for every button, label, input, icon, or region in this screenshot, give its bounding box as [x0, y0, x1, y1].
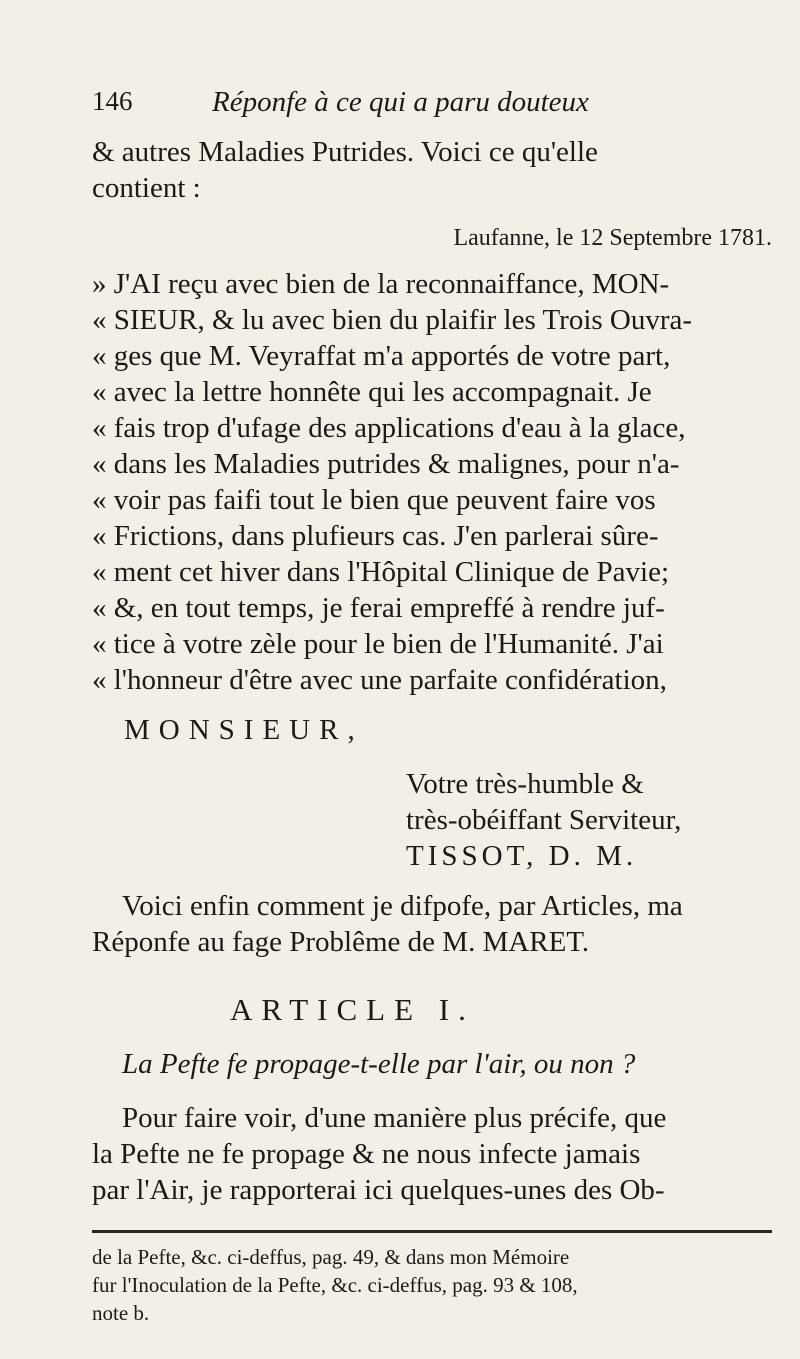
letter-line: » J'AI reçu avec bien de la reconnaiffance, MON-: [92, 268, 670, 300]
footnote-line: de la Pefte, &c. ci-deffus, pag. 49, & dans mon Mémoire: [92, 1245, 570, 1269]
body-line: Réponfe au fage Problême de M. MARET.: [92, 926, 590, 958]
letter-line: « &, en tout temps, je ferai empreffé à rendre juf-: [92, 592, 665, 624]
letter-line: « dans les Maladies putrides & malignes, pour n'a-: [92, 448, 680, 480]
letter-line: « l'honneur d'être avec une parfaite confidération,: [92, 664, 667, 696]
footnote-line: note b.: [92, 1301, 150, 1325]
letter-closing: très-obéiffant Serviteur,: [406, 804, 682, 836]
page-number: 146: [92, 86, 133, 116]
letter-dateline: Laufanne, le 12 Septembre 1781.: [453, 225, 772, 251]
page-header: [92, 86, 772, 130]
letter-line: « ment cet hiver dans l'Hôpital Clinique de Pavie;: [92, 556, 670, 588]
letter-line: « tice à votre zèle pour le bien de l'Humanité. J'ai: [92, 628, 664, 660]
letter-line: « fais trop d'ufage des applications d'eau à la glace,: [92, 412, 686, 444]
running-title: Réponfe à ce qui a paru douteux: [212, 86, 589, 118]
article-heading: ARTICLE I.: [230, 992, 475, 1027]
article-text-line: la Pefte ne fe propage & ne nous infecte jamais: [92, 1138, 641, 1170]
footnote-line: fur l'Inoculation de la Pefte, &c. ci-deffus, pag. 93 & 108,: [92, 1273, 578, 1297]
letter-line: « SIEUR, & lu avec bien du plaifir les Trois Ouvra-: [92, 304, 693, 336]
letter-salutation: MONSIEUR,: [124, 714, 364, 746]
intro-line: contient :: [92, 172, 201, 204]
letter-line: « avec la lettre honnête qui les accompagnait. Je: [92, 376, 652, 408]
letter-signature: TISSOT, D. M.: [406, 840, 638, 872]
letter-line: « voir pas faifi tout le bien que peuvent faire vos: [92, 484, 656, 516]
letter-closing: Votre très-humble &: [406, 768, 644, 800]
body-line: Voici enfin comment je difpofe, par Articles, ma: [122, 890, 683, 922]
letter-line: « ges que M. Veyraffat m'a apportés de votre part,: [92, 340, 671, 372]
article-text-line: par l'Air, je rapporterai ici quelques-unes des Ob-: [92, 1174, 665, 1206]
article-text-line: Pour faire voir, d'une manière plus précife, que: [122, 1102, 667, 1134]
article-question: La Pefte fe propage-t-elle par l'air, ou non ?: [122, 1048, 636, 1080]
intro-line: & autres Maladies Putrides. Voici ce qu'elle: [92, 136, 598, 168]
footnote-rule: [92, 1230, 772, 1233]
letter-line: « Frictions, dans plufieurs cas. J'en parlerai sûre-: [92, 520, 659, 552]
